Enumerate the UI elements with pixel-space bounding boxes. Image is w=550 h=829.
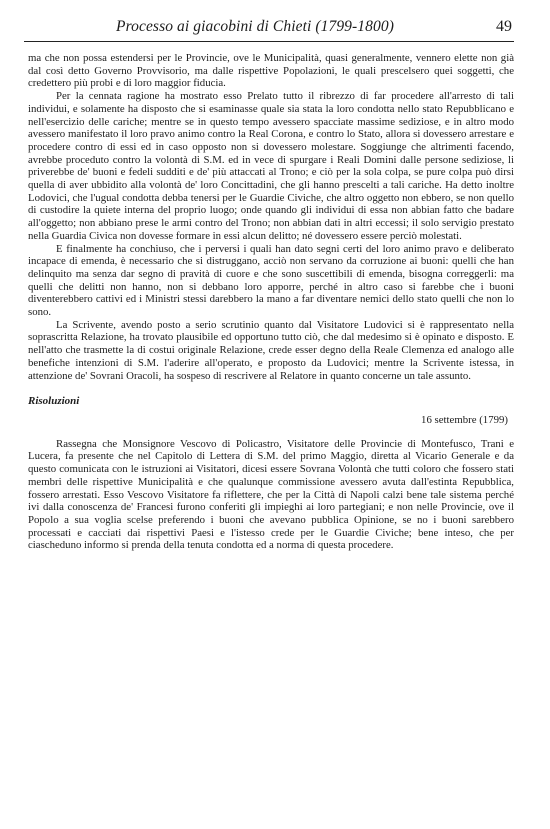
- header-rule: [24, 41, 514, 42]
- page-header: [24, 18, 512, 40]
- running-title: Processo ai giacobini di Chieti (1799-1800): [116, 18, 394, 35]
- paragraph: Rassegna che Monsignore Vescovo di Policastro, Visitatore delle Provincie di Montefusco, Trani e Lucera, fa presente che nel Capitolo di Lettera di S.M. del primo Maggio, diretta al Vicario Generale e da questo comunicata con le istruzioni ai Visitatori, dicesi essere Sovrana Volontà che tutti coloro che fossero stati membri delle rispettive Municipalità e che qualunque commissione avessero avuta dall'estinta Repubblica, fossero arrestati. Esso Vescovo Visitatore fa riflettere, che per la Città di Napoli calzi bene tale sistema perché ivi dalla conoscenza de' Francesi furono conferiti gli impieghi ai loro partegiani; e non nelle Provincie, ove il Popolo a sua voglia scelse preferendo i buoni che avevano pubblica Opinione, se no i buoni sarebbero processati e cacciati dai rispettivi Paesi e l'istesso crede per le Guardie Civiche; bene inteso, che per ciascheduno informo si prenda della tenuta condotta ed a norma di questa procedere.: [28, 437, 514, 552]
- paragraph: E finalmente ha conchiuso, che i perversi i quali han dato segni certi del loro animo pravo e deliberato incapace di emenda, è necessario che si distruggano, acciò non servano da corruzione ai buoni: quelli che han delinquito ma senza dar segno di pravità di cuore e che sono suscettibili di emenda, bisogna correggerli: ma quelli che delitti non hanno, non si debbano loro apporre, perché in altro caso si farebbe che i buoni diventerebbero cattivi ed i Ministri stessi darebbero la mano a far diventare nemici dello stato quelli che non lo sono.: [28, 242, 514, 319]
- paragraph: La Scrivente, avendo posto a serio scrutinio quanto dal Visitatore Ludovici si è rappresentato nella soprascritta Relazione, ha trovato plausibile ed opportuno tutto ciò, che dal medesimo si è opinato e disposto. E nell'atto che trasmette la di costui originale Relazione, crede esser degno della Reale Clemenza ed analogo alle benefiche intenzioni di S.M. l'aderire all'operato, e proposto da Ludovici; mentre la Scrivente istessa, in attenzione de' Sovrani Oracoli, ha sospeso di rescrivere al Relatore in quanto concerne un tale assunto.: [28, 318, 514, 382]
- date-line: 16 settembre (1799): [421, 413, 508, 426]
- page-number: 49: [496, 18, 512, 35]
- paragraph-continuation: ma che non possa estendersi per le Provincie, ove le Municipalità, quasi generalmente, vennero elette non già dal così detto Governo Provvisorio, ma dalle rispettive Popolazioni, le quali prescelsero quei soggetti, che credettero più probi e di loro maggior fiducia.: [28, 52, 514, 90]
- section-heading: Risoluzioni: [28, 395, 80, 408]
- page-body: [28, 52, 514, 552]
- paragraph: Per la cennata ragione ha mostrato esso Prelato tutto il ribrezzo di far procedere all'arresto di tali individui, e solamente ha disposto che si esaminasse quale sia stata la loro condotta nello stato Repubblicano e nell'esercizio delle cariche; mentre se in questo tempo avessero spacciate massime sediziose, e in altro modo avessero manifestato il loro pravo animo contro la Real Corona, e contro lo Stato, allora si dovessero arrestare e procedere contro di essi ed in caso opposto non si dovessero molestare. Soggiunge che altrimenti facendo, avrebbe proceduto contro la volontà di S.M. ed in vece di spurgare i Reali Domini dalle persone sediziose, li priverebbe de' buoni e fedeli sudditi e de' più attaccati al Trono; e ciò per la sola colpa, se pure colpa può dirsi quella di aver ubbidito alla volontà de' loro Concittadini, che gli hanno prescelti a tali cariche. Ha detto inoltre Lodovici, che l'ugual condotta debba tenersi per le Guardie Civiche, che altro oggetto non ebbero, se non quello di custodire la quiete interna del proprio luogo; onde quando gli individui di essa non abbian fatto che badare all'oggetto; non abbiano prese le armi contro del Trono; non abbian dati in altri eccessi; il solo servigio prestato nella Guardia Civica non dovesse formare in essi alcun delitto; né dovessero essere perciò molestati.: [28, 90, 514, 242]
